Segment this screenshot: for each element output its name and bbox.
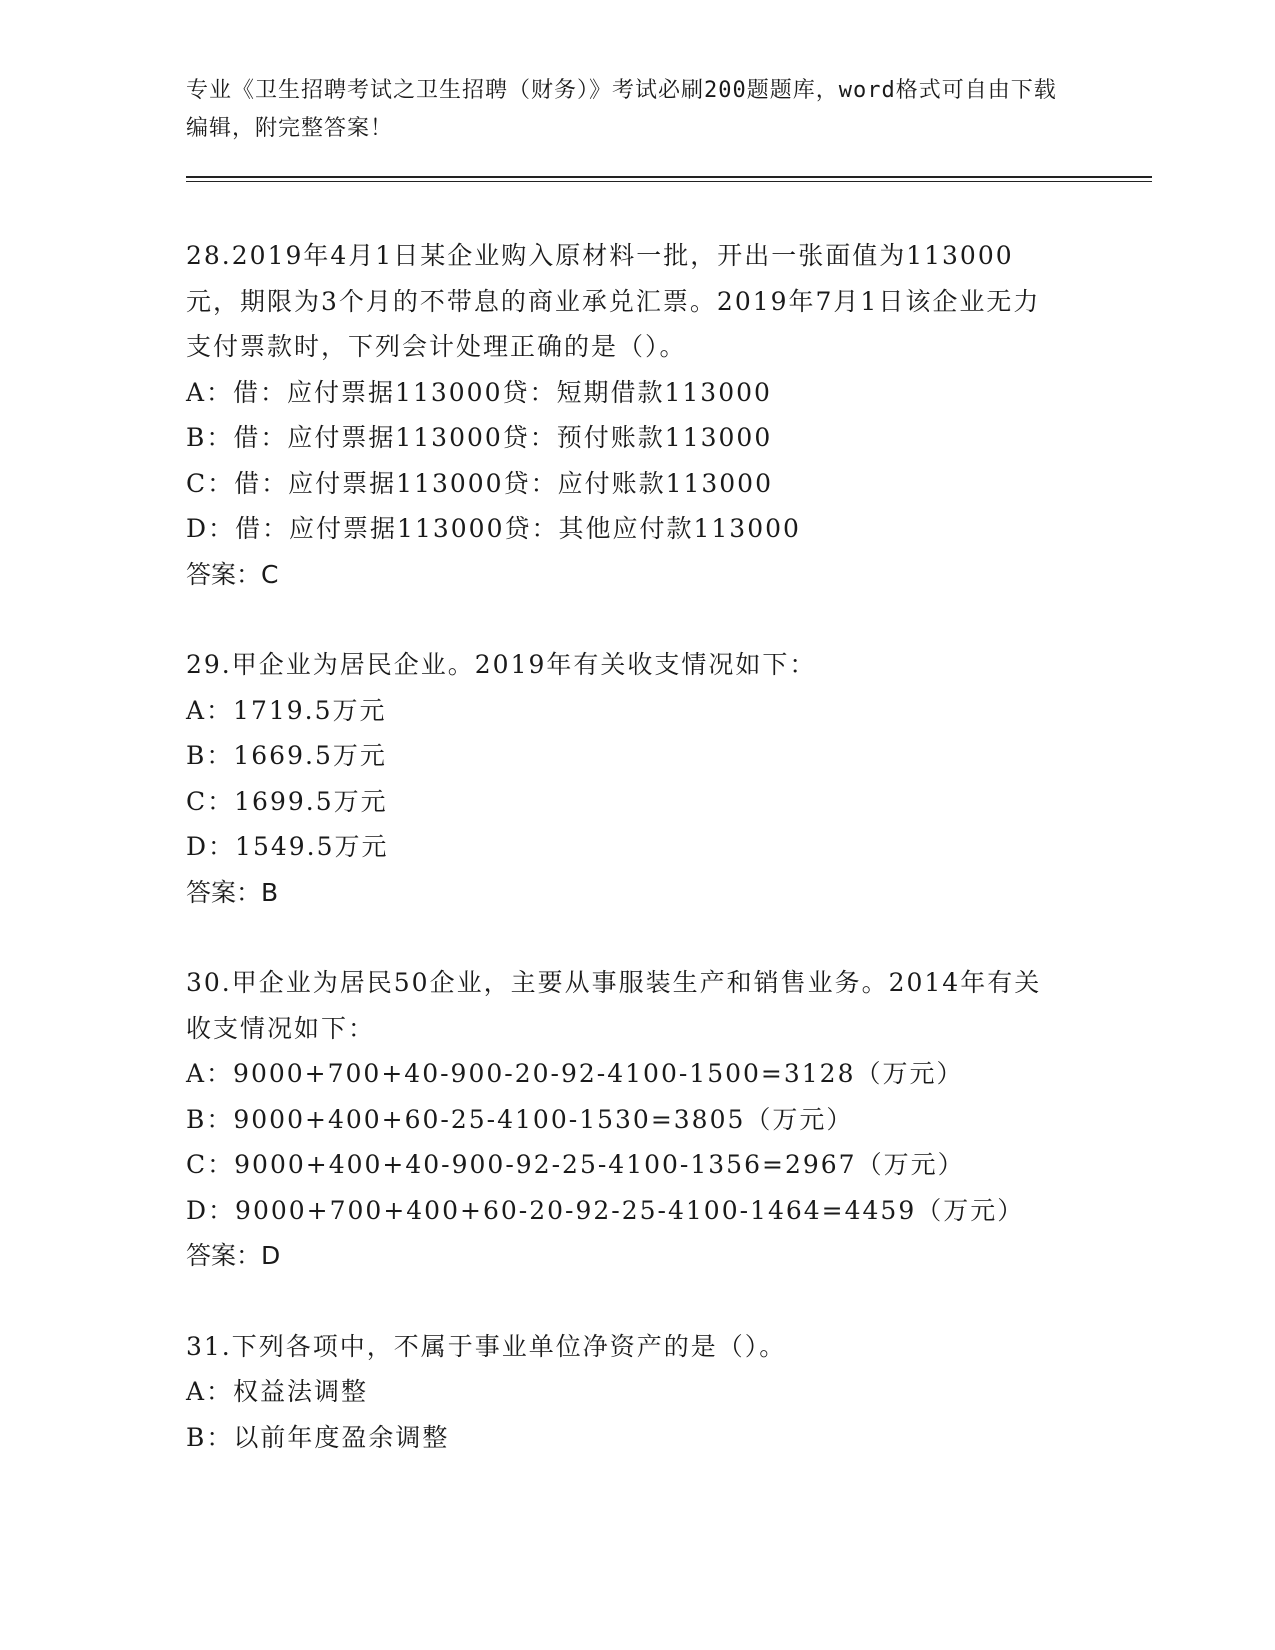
option-b: B：9000+400+60-25-4100-1530=3805（万元） <box>186 1104 854 1134</box>
question-29 <box>186 642 1066 915</box>
question-stem: 28.2019年4月1日某企业购入原材料一批，开出一张面值为113000元，期限为3个月的不带息的商业承兑汇票。2019年7月1日该企业无力支付票款时，下列会计处理正确的是（）。 <box>186 241 1041 361</box>
question-stem: 29.甲企业为居民企业。2019年有关收支情况如下： <box>186 650 817 679</box>
answer-line: 答案：C <box>186 559 279 589</box>
option-a: A：9000+700+40-900-20-92-4100-1500=3128（万元） <box>186 1059 964 1088</box>
option-c: C：借：应付票据113000贷：应付账款113000 <box>186 468 773 498</box>
option-a: A：权益法调整 <box>186 1377 369 1406</box>
option-d: D：9000+700+400+60-20-92-25-4100-1464=4459（万元） <box>186 1195 1025 1225</box>
question-30 <box>186 960 1066 1279</box>
question-stem: 31.下列各项中，不属于事业单位净资产的是（）。 <box>186 1331 787 1361</box>
document-header: 专业《卫生招聘考试之卫生招聘（财务）》考试必刷200题题库，word格式可自由下载编辑，附完整答案！ <box>186 78 1057 141</box>
answer-line: 答案：D <box>186 1241 281 1270</box>
option-b: B：1669.5万元 <box>186 741 387 770</box>
option-a: A：借：应付票据113000贷：短期借款113000 <box>186 377 772 407</box>
question-list <box>186 233 1066 1505</box>
option-b: B：借：应付票据113000贷：预付账款113000 <box>186 423 773 452</box>
option-c: C：9000+400+40-900-92-25-4100-1356=2967（万元） <box>186 1150 965 1179</box>
option-d: D：借：应付票据113000贷：其他应付款113000 <box>186 514 801 543</box>
option-a: A：1719.5万元 <box>186 695 387 725</box>
question-31 <box>186 1324 1066 1461</box>
header-rule-thick <box>186 176 1152 178</box>
option-d: D：1549.5万元 <box>186 832 389 861</box>
question-stem: 30.甲企业为居民50企业，主要从事服装生产和销售业务。2014年有关收支情况如下： <box>186 968 1042 1043</box>
header-rule-thin <box>186 181 1152 182</box>
question-28 <box>186 233 1066 597</box>
option-c: C：1699.5万元 <box>186 786 388 816</box>
option-b: B：以前年度盈余调整 <box>186 1422 450 1452</box>
answer-line: 答案：B <box>186 877 279 907</box>
